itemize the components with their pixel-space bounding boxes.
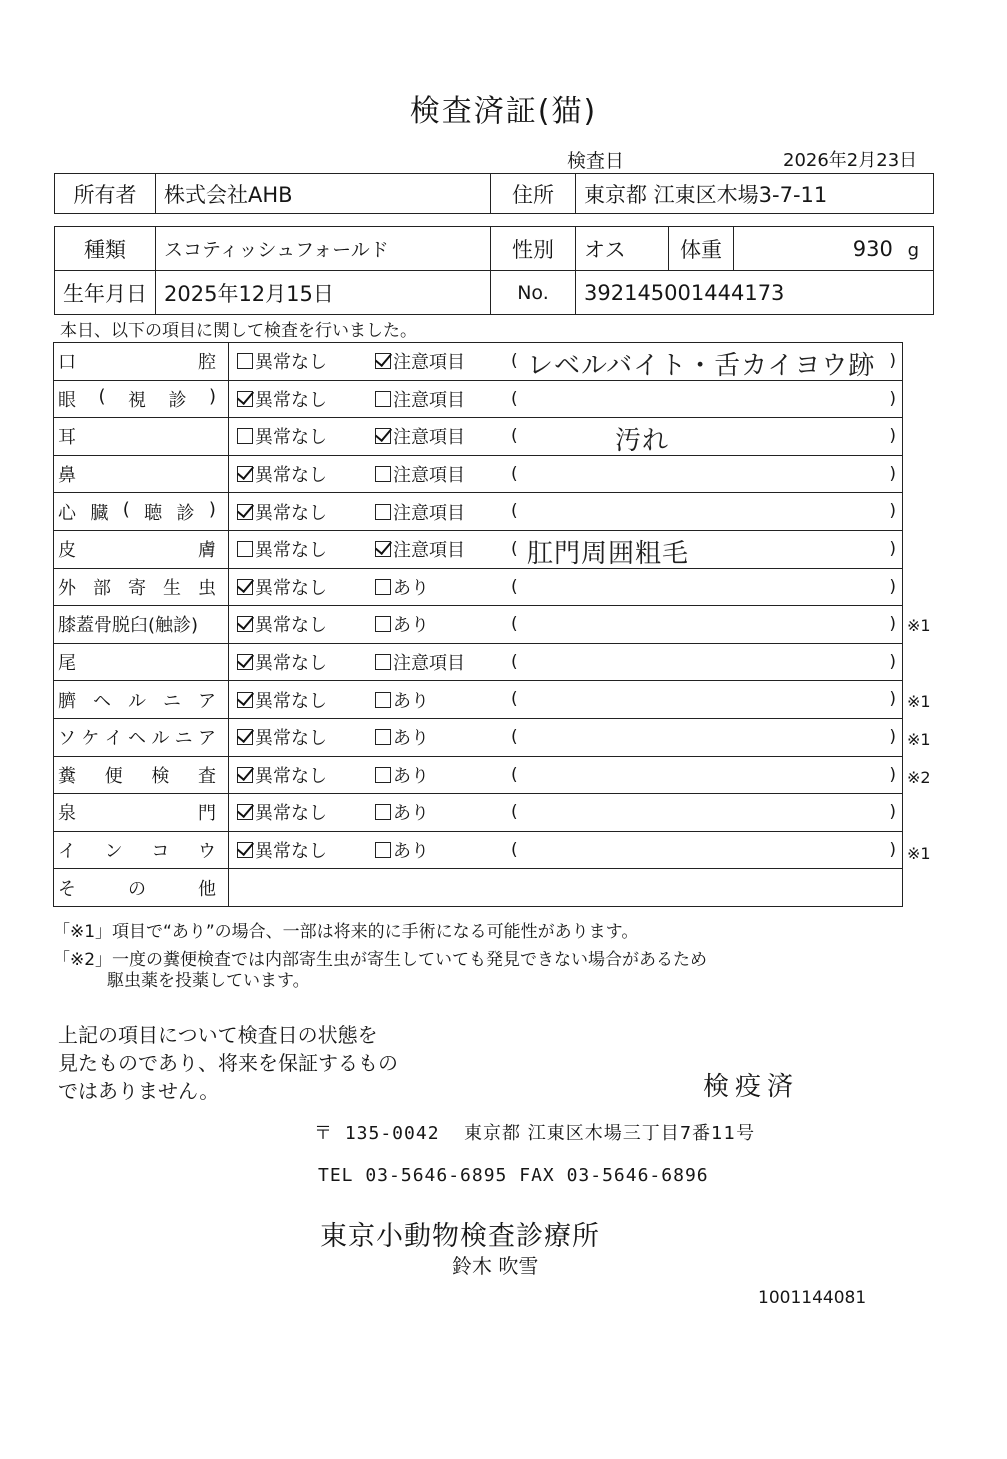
option-normal xyxy=(229,681,372,719)
checkbox[interactable] xyxy=(375,767,391,783)
option-label: あり xyxy=(393,803,429,825)
option-label: 異常なし xyxy=(255,465,327,487)
exam-row xyxy=(54,606,903,644)
exam-item-name xyxy=(54,831,229,869)
option-normal xyxy=(229,568,372,606)
vet-name: 鈴木 吹雪 xyxy=(452,1254,539,1278)
option-normal xyxy=(229,756,372,794)
checkbox[interactable] xyxy=(375,692,391,708)
checked-checkbox[interactable] xyxy=(375,353,391,369)
exam-item-name xyxy=(54,869,229,907)
paren-close: ) xyxy=(889,802,896,823)
exam-item-label: 膝蓋骨脱臼(触診) xyxy=(58,615,199,637)
checkbox[interactable] xyxy=(237,428,253,444)
paren-close: ) xyxy=(889,689,896,710)
paren-open: ( xyxy=(511,802,518,823)
option-label: 異常なし xyxy=(255,841,327,863)
exam-row xyxy=(54,681,903,719)
exam-note xyxy=(505,530,903,568)
statement-line: ではありません。 xyxy=(58,1079,220,1103)
option-attention xyxy=(371,343,505,381)
option-normal xyxy=(229,831,372,869)
intro-text: 本日、以下の項目に関して検査を行いました。 xyxy=(60,321,417,341)
option-normal xyxy=(229,643,372,681)
clinic-name: 東京小動物検査診療所 xyxy=(320,1221,600,1252)
option-label: 異常なし xyxy=(255,389,327,411)
owner-table xyxy=(54,173,934,214)
row-note-mark: ※1 xyxy=(907,843,931,863)
row-note-mark: ※1 xyxy=(907,730,931,749)
paren-close: ) xyxy=(889,576,896,597)
option-attention xyxy=(371,455,505,493)
checked-checkbox[interactable] xyxy=(237,767,253,783)
option-label: 異常なし xyxy=(255,577,327,599)
exam-row xyxy=(54,343,903,381)
exam-row-other xyxy=(54,869,903,907)
paren-close: ) xyxy=(889,726,896,747)
option-attention xyxy=(371,756,505,794)
exam-item-label: 尾 xyxy=(58,653,76,675)
handwritten-note: レベルバイト・舌カイヨウ跡 xyxy=(527,351,876,381)
exam-row xyxy=(54,831,903,869)
option-normal xyxy=(229,530,372,568)
exam-item-name xyxy=(54,643,229,681)
paren-close: ) xyxy=(889,388,896,409)
paren-open: ( xyxy=(511,388,518,409)
exam-item-name xyxy=(54,681,229,719)
paren-open: ( xyxy=(511,839,518,860)
exam-item-label: 外 部 寄 生 虫 xyxy=(58,577,216,599)
clinic-address: 東京都 江東区木場三丁目7番11号 xyxy=(464,1123,756,1144)
option-label: 異常なし xyxy=(255,690,327,712)
sex-value: オス xyxy=(576,227,669,271)
no-label: No. xyxy=(491,271,576,315)
owner-value: 株式会社AHB xyxy=(156,174,491,214)
exam-item-label: 耳 xyxy=(58,427,76,449)
weight-label: 体重 xyxy=(669,227,734,271)
exam-item-label: 臍 ヘ ル ニ ア xyxy=(58,690,216,712)
exam-note xyxy=(505,568,903,606)
option-label: 注意項目 xyxy=(393,502,465,524)
exam-note xyxy=(505,681,903,719)
handwritten-note: 汚れ xyxy=(615,426,670,457)
paren-close: ) xyxy=(889,614,896,635)
exam-note xyxy=(505,794,903,832)
other-note xyxy=(229,869,903,907)
checked-checkbox[interactable] xyxy=(237,579,253,595)
paren-close: ) xyxy=(889,538,896,559)
option-normal xyxy=(229,380,372,418)
exam-note xyxy=(505,606,903,644)
checked-checkbox[interactable] xyxy=(237,391,253,407)
paren-close: ) xyxy=(889,764,896,785)
exam-note xyxy=(505,418,903,456)
option-attention xyxy=(371,530,505,568)
option-normal xyxy=(229,418,372,456)
address-label: 住所 xyxy=(491,174,576,214)
exam-item-name xyxy=(54,756,229,794)
option-label: 異常なし xyxy=(255,352,327,374)
exam-row xyxy=(54,530,903,568)
exam-item-label: イ ン コ ウ xyxy=(58,841,216,863)
option-label: あり xyxy=(393,841,429,863)
checkbox[interactable] xyxy=(375,842,391,858)
exam-note xyxy=(505,343,903,381)
weight-unit: g xyxy=(907,239,919,261)
checkbox[interactable] xyxy=(237,541,253,557)
option-label: 注意項目 xyxy=(393,653,465,675)
exam-date: 2026年2月23日 xyxy=(783,150,918,171)
exam-item-label: 眼 ( 視 診 ) xyxy=(58,385,216,411)
exam-note xyxy=(505,380,903,418)
document-title: 検査済証(猫) xyxy=(409,94,598,129)
exam-note xyxy=(505,718,903,756)
option-label: 異常なし xyxy=(255,765,327,787)
paren-open: ( xyxy=(511,726,518,747)
option-label: 異常なし xyxy=(255,427,327,449)
option-normal xyxy=(229,606,372,644)
checked-checkbox[interactable] xyxy=(237,654,253,670)
option-label: 注意項目 xyxy=(393,427,465,449)
exam-item-label: ソ ケ イ ヘ ル ニ ア xyxy=(58,728,216,750)
option-label: 異常なし xyxy=(255,803,327,825)
paren-close: ) xyxy=(889,839,896,860)
owner-label: 所有者 xyxy=(55,174,156,214)
checkbox[interactable] xyxy=(375,579,391,595)
postal-code: 〒 135-0042 xyxy=(314,1123,440,1144)
exam-row xyxy=(54,455,903,493)
statement-line: 見たものであり、将来を保証するもの xyxy=(58,1051,398,1075)
paren-close: ) xyxy=(889,651,896,672)
exam-item-label: 糞 便 検 査 xyxy=(58,765,216,787)
option-label: あり xyxy=(393,577,429,599)
checkbox[interactable] xyxy=(375,616,391,632)
row-note-mark: ※1 xyxy=(907,692,931,712)
exam-note xyxy=(505,643,903,681)
exam-item-name xyxy=(54,530,229,568)
exam-date-label: 検査日 xyxy=(567,150,625,172)
exam-row xyxy=(54,643,903,681)
exam-item-label: 皮 膚 xyxy=(58,540,216,562)
option-normal xyxy=(229,455,372,493)
option-label: 注意項目 xyxy=(393,389,465,411)
exam-row xyxy=(54,756,903,794)
option-attention xyxy=(371,606,505,644)
option-label: 異常なし xyxy=(255,540,327,562)
checked-checkbox[interactable] xyxy=(375,541,391,557)
other-label: そ の 他 xyxy=(58,878,216,900)
paren-open: ( xyxy=(511,764,518,785)
exam-item-label: 泉 門 xyxy=(58,803,216,825)
dob-label: 生年月日 xyxy=(55,271,156,315)
option-label: あり xyxy=(393,690,429,712)
pet-table xyxy=(54,226,934,315)
footnote-2-line2: 駆虫薬を投薬しています。 xyxy=(107,971,310,991)
paren-open: ( xyxy=(511,576,518,597)
no-value: 392145001444173 xyxy=(576,271,934,315)
exam-item-name xyxy=(54,568,229,606)
option-normal xyxy=(229,794,372,832)
checked-checkbox[interactable] xyxy=(237,616,253,632)
option-label: 異常なし xyxy=(255,502,327,524)
option-attention xyxy=(371,681,505,719)
exam-item-label: 心 臓 ( 聴 診 ) xyxy=(58,498,216,524)
row-note-mark: ※2 xyxy=(907,767,931,787)
paren-open: ( xyxy=(511,426,518,447)
weight-cell xyxy=(734,227,934,271)
statement-line: 上記の項目について検査日の状態を xyxy=(58,1023,378,1047)
option-normal xyxy=(229,343,372,381)
document-number: 1001144081 xyxy=(758,1288,867,1308)
option-label: 異常なし xyxy=(255,728,327,750)
exam-row xyxy=(54,493,903,531)
paren-open: ( xyxy=(511,538,518,559)
checkbox[interactable] xyxy=(375,391,391,407)
exam-item-name xyxy=(54,606,229,644)
option-attention xyxy=(371,831,505,869)
sex-label: 性別 xyxy=(491,227,576,271)
exam-note xyxy=(505,831,903,869)
checked-checkbox[interactable] xyxy=(237,729,253,745)
row-note-mark: ※1 xyxy=(907,616,931,636)
checked-checkbox[interactable] xyxy=(237,692,253,708)
checkbox[interactable] xyxy=(375,729,391,745)
option-attention xyxy=(371,493,505,531)
option-label: 異常なし xyxy=(255,615,327,637)
option-attention xyxy=(371,643,505,681)
footnote-2-line1: 「※2」一度の糞便検査では内部寄生虫が寄生していても発見できない場合があるため xyxy=(53,950,708,970)
option-attention xyxy=(371,568,505,606)
checkbox[interactable] xyxy=(375,466,391,482)
exam-note xyxy=(505,455,903,493)
statement xyxy=(58,1021,398,1105)
paren-close: ) xyxy=(889,351,896,371)
exam-note xyxy=(505,493,903,531)
dob-value: 2025年12月15日 xyxy=(156,271,491,315)
paren-close: ) xyxy=(889,463,896,484)
checkbox[interactable] xyxy=(375,654,391,670)
option-normal xyxy=(229,718,372,756)
checked-checkbox[interactable] xyxy=(237,842,253,858)
exam-item-name xyxy=(54,455,229,493)
exam-item-name xyxy=(54,380,229,418)
exam-row xyxy=(54,418,903,456)
checkbox[interactable] xyxy=(375,504,391,520)
checkbox[interactable] xyxy=(375,804,391,820)
option-label: あり xyxy=(393,765,429,787)
quarantine-stamp: 検疫済 xyxy=(703,1072,800,1102)
breed-value: スコティッシュフォールド xyxy=(156,227,491,271)
option-normal xyxy=(229,493,372,531)
paren-close: ) xyxy=(889,426,896,447)
exam-note xyxy=(505,756,903,794)
checked-checkbox[interactable] xyxy=(375,428,391,444)
exam-item-label: 鼻 xyxy=(58,465,76,487)
paren-open: ( xyxy=(511,689,518,710)
exam-item-name xyxy=(54,493,229,531)
option-attention xyxy=(371,418,505,456)
weight-value: 930 xyxy=(852,236,893,261)
exam-row xyxy=(54,794,903,832)
exam-row xyxy=(54,718,903,756)
exam-item-name xyxy=(54,794,229,832)
paren-open: ( xyxy=(511,651,518,672)
checked-checkbox[interactable] xyxy=(237,466,253,482)
exam-row xyxy=(54,380,903,418)
option-label: 注意項目 xyxy=(393,465,465,487)
paren-open: ( xyxy=(511,463,518,484)
exam-item-name xyxy=(54,343,229,381)
handwritten-note: 肛門周囲粗毛 xyxy=(527,538,690,569)
checked-checkbox[interactable] xyxy=(237,504,253,520)
option-label: あり xyxy=(393,615,429,637)
footnote-1: 「※1」項目で“あり”の場合、一部は将来的に手術になる可能性があります。 xyxy=(53,922,639,942)
paren-open: ( xyxy=(511,351,518,371)
breed-label: 種類 xyxy=(55,227,156,271)
tel-fax: TEL 03-5646-6895 FAX 03-5646-6896 xyxy=(318,1165,709,1186)
checked-checkbox[interactable] xyxy=(237,804,253,820)
checkbox[interactable] xyxy=(237,353,253,369)
address-value: 東京都 江東区木場3-7-11 xyxy=(576,174,934,214)
paren-open: ( xyxy=(511,614,518,635)
paren-close: ) xyxy=(889,501,896,522)
exam-row xyxy=(54,568,903,606)
option-attention xyxy=(371,794,505,832)
option-label: 異常なし xyxy=(255,653,327,675)
option-label: 注意項目 xyxy=(393,352,465,374)
option-attention xyxy=(371,380,505,418)
option-attention xyxy=(371,718,505,756)
exam-table xyxy=(53,342,903,907)
paren-open: ( xyxy=(511,501,518,522)
option-label: 注意項目 xyxy=(393,540,465,562)
exam-item-name xyxy=(54,718,229,756)
exam-item-name xyxy=(54,418,229,456)
exam-item-label: 口 腔 xyxy=(58,352,216,374)
option-label: あり xyxy=(393,728,429,750)
